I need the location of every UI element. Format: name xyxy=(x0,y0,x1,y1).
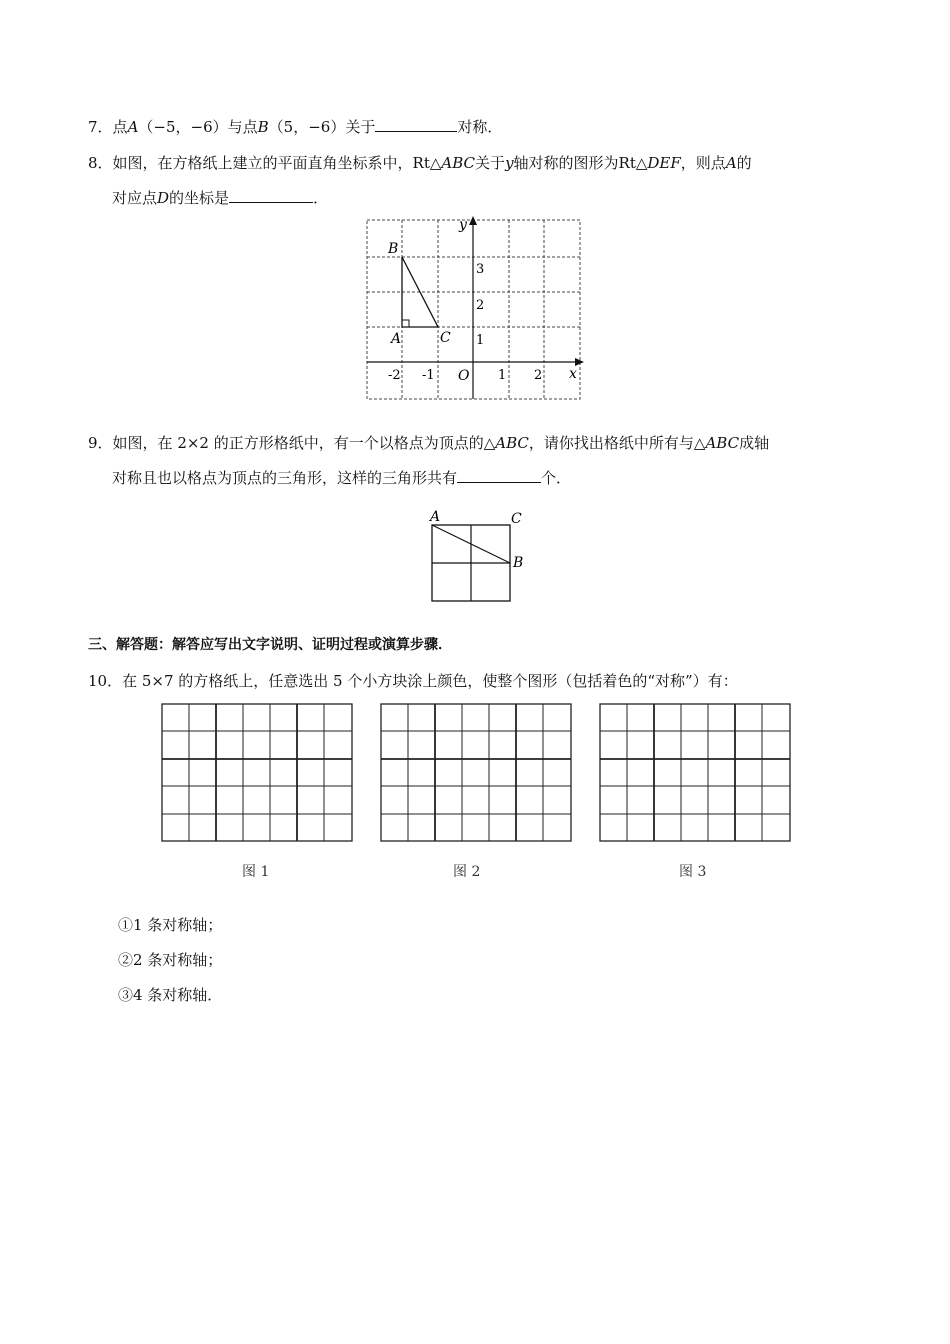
coordinate-grid-figure xyxy=(362,215,587,405)
question-10: 10．在 5×7 的方格纸上，任意选出 5 个小方块涂上颜色，使整个图形（包括着色的“对称”）有： xyxy=(88,672,738,690)
point-c-label: C xyxy=(511,511,522,527)
point-b-label: B xyxy=(257,118,269,136)
question-number: 8． xyxy=(88,154,113,172)
y-axis-arrow-icon xyxy=(469,216,477,225)
figure-caption: 图 1 xyxy=(242,864,270,880)
grid-figure-2 xyxy=(379,702,575,845)
right-angle-mark xyxy=(402,320,409,327)
x-tick-label: -1 xyxy=(422,368,435,383)
y-tick-label: 1 xyxy=(476,333,485,348)
figure-caption: 图 3 xyxy=(679,864,707,880)
answer-blank[interactable] xyxy=(375,117,457,132)
question-number: 7． xyxy=(88,118,113,136)
section-3-title: 三、解答题：解答应写出文字说明、证明过程或演算步骤． xyxy=(88,637,452,653)
grid-figure-3 xyxy=(598,702,794,845)
question-8-line2: 对应点D的坐标是 ． xyxy=(112,189,329,207)
answer-blank[interactable] xyxy=(229,188,313,203)
origin-label: O xyxy=(458,368,470,384)
two-by-two-grid-figure xyxy=(425,505,530,605)
y-axis-label: y xyxy=(459,217,467,233)
y-tick-label: 2 xyxy=(476,298,485,313)
x-tick-label: -2 xyxy=(388,368,401,383)
point-b-label: B xyxy=(388,241,399,257)
figure-caption: 图 2 xyxy=(453,864,481,880)
question-number: 9． xyxy=(88,434,113,452)
option-item: ③4 条对称轴． xyxy=(118,986,223,1004)
question-9-line2: 对称且也以格点为顶点的三角形，这样的三角形共有 个． xyxy=(112,469,572,487)
option-item: ②2 条对称轴； xyxy=(118,951,223,969)
x-tick-label: 1 xyxy=(498,368,507,383)
question-number: 10． xyxy=(88,672,123,690)
point-a-label: A xyxy=(127,118,139,136)
grid-figure-1 xyxy=(160,702,356,845)
point-c-label: C xyxy=(440,330,451,346)
point-a-label: A xyxy=(430,509,441,525)
question-7: 7．点A（−5，−6）与点B（5，−6）关于 对称． xyxy=(88,118,503,136)
x-tick-label: 2 xyxy=(534,368,543,383)
answer-blank[interactable] xyxy=(457,468,541,483)
option-item: ①1 条对称轴； xyxy=(118,916,223,934)
question-9: 9．如图，在 2×2 的正方形格纸中，有一个以格点为顶点的△ABC，请你找出格纸中所有与△ABC成轴 xyxy=(88,434,770,452)
x-axis-label: x xyxy=(569,366,577,382)
point-a-label: A xyxy=(391,331,402,347)
point-b-label: B xyxy=(513,555,524,571)
y-tick-label: 3 xyxy=(476,262,485,277)
question-8: 8．如图，在方格纸上建立的平面直角坐标系中，Rt△ABC关于y轴对称的图形为Rt△DEF，则点A的 xyxy=(88,154,752,172)
